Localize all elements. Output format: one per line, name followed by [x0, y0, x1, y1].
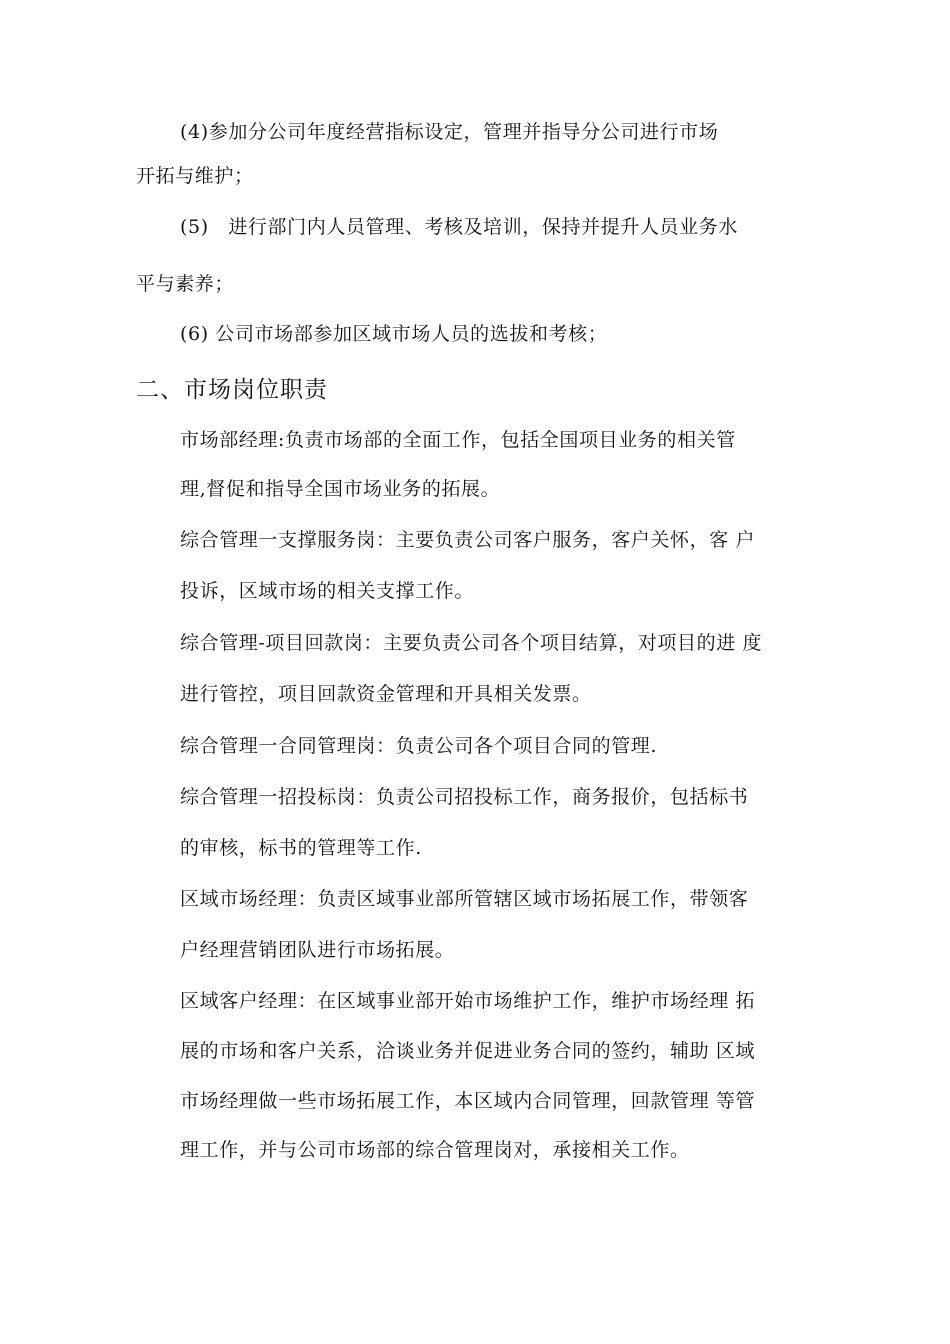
item-5-line-1: (5) 进行部门内人员管理、考核及培训，保持并提升人员业务水 [180, 216, 738, 238]
item-5-line-2: 平与素养； [136, 273, 235, 295]
role-regional-account-manager-line-2: 展的市场和客户关系，洽谈业务并促进业务合同的签约，辅助 区域 [180, 1040, 756, 1062]
role-contract-management-line-1: 综合管理一合同管理岗：负责公司各个项目合同的管理. [180, 735, 658, 757]
item-4-line-2: 开拓与维护； [136, 165, 254, 187]
role-regional-account-manager-line-1: 区域客户经理：在区域事业部开始市场维护工作，维护市场经理 拓 [180, 990, 756, 1012]
role-bidding-line-2: 的审核，标书的管理等工作. [180, 837, 422, 859]
role-support-service-line-2: 投诉，区域市场的相关支撑工作。 [180, 580, 475, 602]
role-regional-market-manager-line-1: 区域市场经理：负责区域事业部所管辖区域市场拓展工作，带领客 [180, 888, 749, 910]
role-bidding-line-1: 综合管理一招投标岗：负责公司招投标工作，商务报价，包括标书 [180, 786, 749, 808]
role-market-manager-line-1: 市场部经理:负责市场部的全面工作，包括全国项目业务的相关管 [180, 429, 736, 451]
role-payment-collection-line-1: 综合管理-项目回款岗：主要负责公司各个项目结算，对项目的进 度 [180, 632, 763, 654]
role-regional-account-manager-line-3: 市场经理做一些市场拓展工作，本区域内合同管理，回款管理 等管 [180, 1090, 756, 1112]
role-payment-collection-line-2: 进行管控，项目回款资金管理和开具相关发票。 [180, 683, 592, 705]
role-support-service-line-1: 综合管理一支撑服务岗：主要负责公司客户服务，客户关怀，客 户 [180, 529, 756, 551]
section-heading: 二、市场岗位职责 [136, 377, 328, 403]
role-regional-market-manager-line-2: 户经理营销团队进行市场拓展。 [180, 939, 455, 961]
role-market-manager-line-2: 理,督促和指导全国市场业务的拓展。 [180, 478, 501, 500]
role-regional-account-manager-line-4: 理工作，并与公司市场部的综合管理岗对，承接相关工作。 [180, 1139, 690, 1161]
item-4-line-1: (4)参加分公司年度经营指标设定，管理并指导分公司进行市场 [180, 121, 719, 143]
item-6-line-1: (6) 公司市场部参加区域市场人员的选拔和考核； [180, 323, 608, 345]
